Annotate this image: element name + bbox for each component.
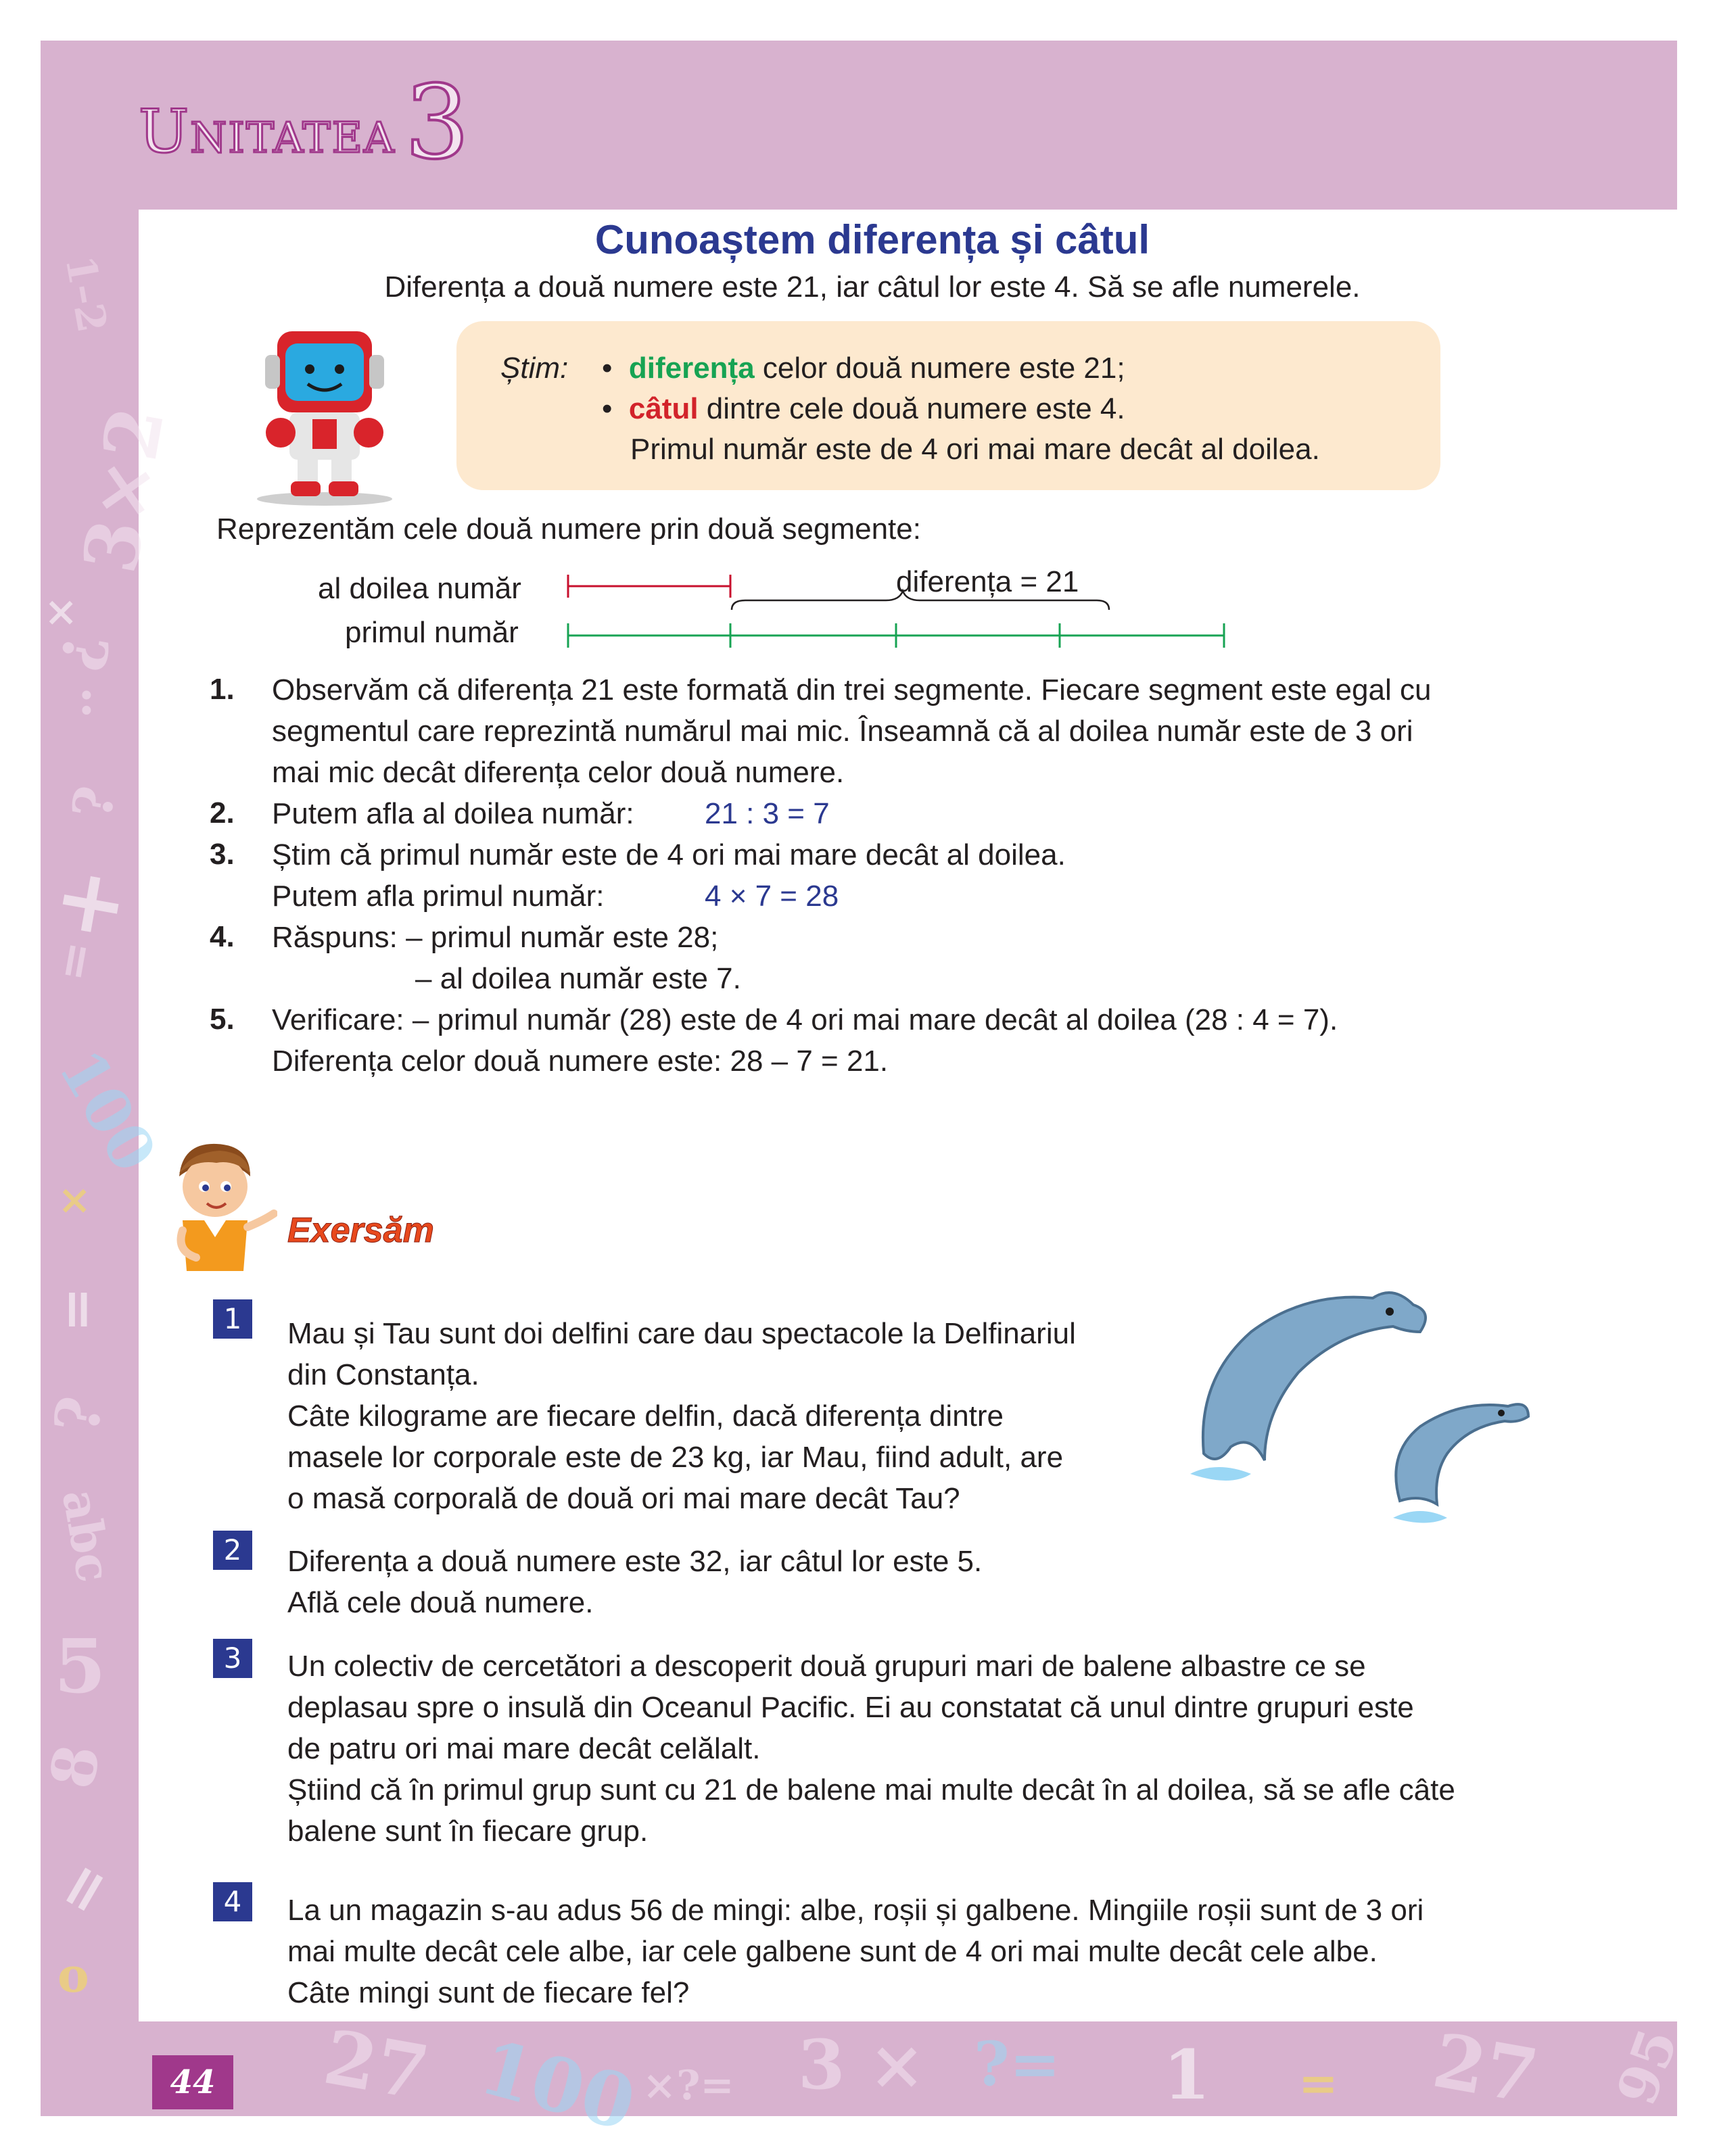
exercise-1-line-3: Câte kilograme are fiecare delfin, dacă diferența dintre	[287, 1399, 1004, 1433]
exercise-1-line-1: Mau și Tau sunt doi delfini care dau spectacole la Delfinariul	[287, 1317, 1076, 1350]
exercise-3-line-1: Un colectiv de cercetători a descoperit două grupuri mari de balene albastre ce se	[287, 1650, 1366, 1683]
decor-bottom-0: 27	[317, 2013, 436, 2117]
decor-left-0: 1–2	[55, 252, 116, 336]
known-label: Știm:	[500, 352, 569, 385]
decor-left-7: =	[43, 936, 105, 986]
decor-bottom-6: =	[1298, 2055, 1338, 2111]
decor-bottom-1: 100	[471, 2023, 644, 2148]
step-4-text: Răspuns: – primul număr este 28;	[272, 921, 719, 954]
decor-left-9: ×	[57, 1176, 92, 1224]
boy-illustration	[156, 1136, 277, 1278]
exercise-1-line-4: masele lor corporale este de 23 kg, iar Mau, fiind adult, are	[287, 1441, 1064, 1474]
exercise-3-line-4: Știind că în primul grup sunt cu 21 de balene mai multe decât în al doilea, să se afle câte	[287, 1773, 1455, 1806]
problem-statement: Diferența a două numere este 21, iar câtul lor este 4. Să se afle numerele.	[384, 270, 1361, 304]
exercise-3-badge: 3	[213, 1639, 252, 1678]
exercise-4-badge: 4	[213, 1882, 252, 1921]
decor-left-6: +	[30, 858, 145, 949]
step-2-number: 2.	[210, 796, 235, 830]
decor-left-15: =	[39, 1848, 127, 1929]
keyword-difference: diferența	[628, 352, 755, 385]
decor-left-4: :	[78, 669, 95, 725]
decor-bottom-3: 3 ×	[798, 2025, 926, 2105]
decor-left-12: abc	[51, 1485, 123, 1587]
decor-bottom-2: ×?=	[642, 2062, 734, 2109]
step-1-line-2: segmentul care reprezintă numărul mai mic. Înseamnă că al doilea număr este de 3 ori	[272, 715, 1413, 748]
step-5-text-2: Diferența celor două numere este: 28 – 7 = 21.	[272, 1045, 889, 1078]
decor-left-13: 5	[54, 1623, 106, 1710]
exercises-heading: Exersăm	[287, 1211, 434, 1250]
exercise-4-line-1: La un magazin s-au adus 56 de mingi: albe, roșii și galbene. Mingiile roșii sunt de 3 ori	[287, 1894, 1424, 1927]
decor-bottom-5: 1	[1163, 2035, 1210, 2115]
step-4-number: 4.	[210, 920, 235, 953]
segment-diagram	[561, 561, 1231, 656]
exercise-3-line-3: de patru ori mai mare decât celălalt.	[287, 1732, 761, 1765]
step-5-text: Verificare: – primul număr (28) este de 4 ori mai mare decât al doilea (28 : 4 = 7).	[272, 1003, 1338, 1036]
decor-left-14: 8	[36, 1739, 114, 1794]
dolphins-illustration	[1150, 1271, 1582, 1541]
decor-left-1: 3×2	[66, 400, 181, 579]
step-4-text-2: – al doilea număr este 7.	[415, 962, 741, 995]
known-line-1: • diferența celor două numere este 21;	[602, 352, 1125, 385]
step-1-number: 1.	[210, 673, 235, 706]
step-3-text: Știm că primul număr este de 4 ori mai mare decât al doilea.	[272, 838, 1066, 871]
label-first-number: primul număr	[345, 616, 519, 649]
step-3-calc: 4 × 7 = 28	[705, 880, 839, 913]
step-1-line-1: Observăm că diferența 21 este formată din trei segmente. Fiecare segment este egal cu	[272, 673, 1432, 706]
decor-bottom-8: 95	[1604, 2020, 1690, 2113]
label-difference: diferența = 21	[896, 565, 1079, 598]
exercise-3-line-2: deplasau spre o insulă din Oceanul Pacific. Ei au constatat că unul dintre grupuri este	[287, 1691, 1414, 1724]
lesson-title: Cunoaștem diferența și câtul	[594, 217, 1150, 262]
step-3-number: 3.	[210, 838, 235, 871]
decor-left-16: o	[57, 1947, 89, 2003]
decor-left-10: =	[48, 1287, 112, 1333]
keyword-quotient: câtul	[628, 392, 699, 425]
decor-bottom-7: 27	[1426, 2016, 1545, 2121]
step-2-text: Putem afla al doilea număr:	[272, 797, 634, 830]
exercise-2-line-2: Află cele două numere.	[287, 1586, 594, 1619]
exercise-2-line-1: Diferența a două numere este 32, iar câtul lor este 5.	[287, 1545, 983, 1578]
decor-left-2: ×	[44, 588, 78, 636]
exercise-3-line-5: balene sunt în fiecare grup.	[287, 1815, 649, 1848]
unit-heading	[139, 64, 470, 182]
decor-left-5: ?	[60, 781, 128, 824]
step-5-number: 5.	[210, 1003, 235, 1036]
decor-left-3: ¿	[37, 627, 114, 675]
unit-number: 3	[404, 64, 470, 182]
exercise-4-line-3: Câte mingi sunt de fiecare fel?	[287, 1976, 690, 2009]
robot-illustration	[250, 325, 399, 507]
exercise-2-badge: 2	[213, 1531, 252, 1570]
exercise-1-badge: 1	[213, 1299, 252, 1339]
decor-bottom-4: ?=	[974, 2028, 1061, 2100]
step-2-calc: 21 : 3 = 7	[705, 797, 830, 830]
decor-left-8: 100	[45, 1038, 170, 1184]
step-1-line-3: mai mic decât diferența celor două numere.	[272, 756, 845, 789]
exercise-1-line-2: din Constanța.	[287, 1358, 479, 1391]
step-3-text-2: Putem afla primul număr:	[272, 880, 605, 913]
exercise-4-line-2: mai multe decât cele albe, iar cele galbene sunt de 4 ori mai multe decât cele albe.	[287, 1935, 1378, 1968]
label-second-number: al doilea număr	[318, 572, 521, 605]
known-line-2: • câtul dintre cele două numere este 4.	[602, 392, 1125, 425]
decor-left-11: ?	[40, 1391, 118, 1439]
represent-text: Reprezentăm cele două numere prin două segmente:	[216, 512, 921, 546]
known-line-3: Primul număr este de 4 ori mai mare decât al doilea.	[630, 433, 1320, 466]
page-number: 44	[152, 2055, 233, 2109]
exercise-1-line-5: o masă corporală de două ori mai mare decât Tau?	[287, 1482, 960, 1515]
unit-word: Unitatea	[139, 97, 396, 166]
